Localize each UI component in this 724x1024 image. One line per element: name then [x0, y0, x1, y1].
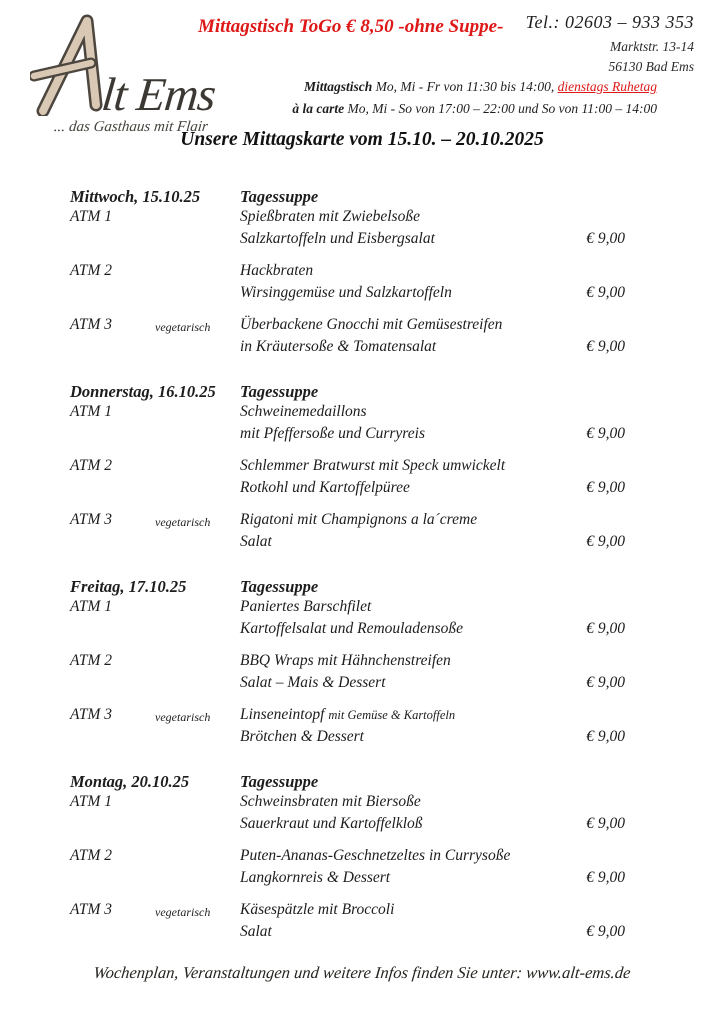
item-code: ATM 3 [70, 511, 113, 528]
menu-item [70, 652, 625, 696]
opening-hours-alacarte [292, 98, 657, 120]
item-price: € 9,00 [586, 869, 625, 886]
dish-line1: Überbackene Gnocchi mit Gemüsestreifen [240, 316, 503, 333]
dish-line1: Hackbraten [240, 262, 314, 279]
menu-item [70, 706, 625, 750]
contact-city: 56130 Bad Ems [608, 59, 694, 74]
section-header [70, 381, 625, 403]
dish-line1: Spießbraten mit Zwiebelsoße [240, 208, 420, 225]
item-code: ATM 1 [70, 793, 113, 810]
lunch-label: Mittagstisch [304, 79, 373, 94]
vegetarian-tag [155, 262, 240, 284]
dish-line2: Kartoffelsalat und Remouladensoße [240, 620, 464, 637]
dish-line2: Rotkohl und Kartoffelpüree [240, 479, 410, 496]
logo-text: lt Ems [99, 69, 218, 122]
vegetarian-tag [155, 598, 240, 620]
menu-item [70, 262, 625, 306]
vegetarian-tag [155, 847, 240, 869]
item-price: € 9,00 [586, 284, 625, 301]
item-code: ATM 1 [70, 208, 113, 225]
dish-line2: mit Pfeffersoße und Curryreis [240, 425, 425, 442]
menu-item [70, 598, 625, 642]
dish-line2: Salat [240, 533, 272, 550]
dish-line1: Schweinemedaillons [240, 403, 367, 420]
menu-item [70, 793, 625, 837]
dish-line2: Salzkartoffeln und Eisbergsalat [240, 230, 435, 247]
item-code: ATM 3 [70, 901, 113, 918]
contact-address [526, 37, 694, 77]
item-price: € 9,00 [586, 425, 625, 442]
contact-block [526, 12, 694, 77]
menu-item [70, 316, 625, 360]
dish-line1: Puten-Ananas-Geschnetzeltes in Currysoße [240, 847, 511, 864]
dish-line2: Sauerkraut und Kartoffelkloß [240, 815, 423, 832]
vegetarian-tag [155, 208, 240, 230]
menu-title: Unsere Mittagskarte vom 15.10. – 20.10.2025 [180, 129, 544, 150]
item-code: ATM 3 [70, 316, 113, 333]
dish-line1: Paniertes Barschfilet [240, 598, 372, 615]
item-code: ATM 2 [70, 652, 113, 669]
section-header [70, 771, 625, 793]
soup-label: Tagessuppe [240, 382, 319, 401]
day-heading: Montag, 20.10.25 [70, 772, 190, 791]
vegetarian-tag: vegetarisch [155, 905, 211, 919]
day-heading: Freitag, 17.10.25 [70, 577, 187, 596]
item-price: € 9,00 [586, 479, 625, 496]
soup-label: Tagessuppe [240, 187, 319, 206]
menu-item [70, 457, 625, 501]
dish-line1: Rigatoni mit Champignons a la´creme [240, 511, 478, 528]
dish-line1: BBQ Wraps mit Hähnchenstreifen [240, 652, 451, 669]
soup-label: Tagessuppe [240, 577, 319, 596]
alacarte-times: Mo, Mi - So von 17:00 – 22:00 und So von 11:00 – 14:00 [344, 100, 657, 116]
item-price: € 9,00 [586, 338, 625, 355]
togo-offer-banner: Mittagstisch ToGo € 8,50 -ohne Suppe- [198, 16, 504, 37]
vegetarian-tag [155, 652, 240, 674]
menu-item [70, 403, 625, 447]
menu-item [70, 847, 625, 891]
day-heading: Donnerstag, 16.10.25 [70, 382, 216, 401]
dish-line1: Schweinsbraten mit Biersoße [240, 793, 421, 810]
dish-line2: Salat [240, 923, 272, 940]
dish-line2: Brötchen & Dessert [240, 728, 364, 745]
logo-tagline: ... das Gasthaus mit Flair [53, 119, 209, 135]
menu-day-section [70, 576, 625, 750]
dish-line2: in Kräutersoße & Tomatensalat [240, 338, 437, 355]
item-code: ATM 1 [70, 598, 113, 615]
vegetarian-tag: vegetarisch [155, 320, 211, 334]
section-header [70, 186, 625, 208]
item-price: € 9,00 [586, 533, 625, 550]
footer-note: Wochenplan, Veranstaltungen und weitere Infos finden Sie unter: www.alt-ems.de [92, 963, 632, 982]
contact-street: Marktstr. 13-14 [610, 39, 694, 54]
closed-tuesday-note: dienstags Ruhetag [557, 79, 657, 94]
item-code: ATM 1 [70, 403, 113, 420]
item-price: € 9,00 [586, 620, 625, 637]
menu-day-section [70, 771, 625, 945]
menu-item [70, 511, 625, 555]
item-code: ATM 2 [70, 457, 113, 474]
vegetarian-tag: vegetarisch [155, 710, 211, 724]
item-code: ATM 2 [70, 262, 113, 279]
item-price: € 9,00 [586, 815, 625, 832]
dish-line2: Wirsinggemüse und Salzkartoffeln [240, 284, 452, 301]
item-code: ATM 3 [70, 706, 113, 723]
menu-item [70, 901, 625, 945]
menu-day-section [70, 381, 625, 555]
opening-hours-lunch [292, 76, 657, 98]
dish-line2: Salat – Mais & Dessert [240, 674, 386, 691]
menu-day-section [70, 186, 625, 360]
lunch-times: Mo, Mi - Fr von 11:30 bis 14:00, [372, 79, 558, 94]
opening-hours [292, 76, 657, 119]
dish-line1-small: mit Gemüse & Kartoffeln [328, 708, 456, 722]
menu-body [70, 186, 625, 966]
dish-line1: Linseneintopf mit Gemüse & Kartoffeln [240, 706, 456, 723]
vegetarian-tag [155, 793, 240, 815]
alacarte-label: à la carte [292, 100, 345, 116]
item-price: € 9,00 [586, 728, 625, 745]
dish-line1: Käsespätzle mit Broccoli [240, 901, 395, 918]
soup-label: Tagessuppe [240, 772, 319, 791]
item-code: ATM 2 [70, 847, 113, 864]
vegetarian-tag [155, 403, 240, 425]
contact-phone: Tel.: 02603 – 933 353 [525, 12, 694, 32]
section-header [70, 576, 625, 598]
dish-line1: Schlemmer Bratwurst mit Speck umwickelt [240, 457, 506, 474]
day-heading: Mittwoch, 15.10.25 [70, 187, 201, 206]
item-price: € 9,00 [586, 923, 625, 940]
item-price: € 9,00 [586, 230, 625, 247]
menu-item [70, 208, 625, 252]
item-price: € 9,00 [586, 674, 625, 691]
dish-line2: Langkornreis & Dessert [240, 869, 391, 886]
vegetarian-tag: vegetarisch [155, 515, 211, 529]
vegetarian-tag [155, 457, 240, 479]
